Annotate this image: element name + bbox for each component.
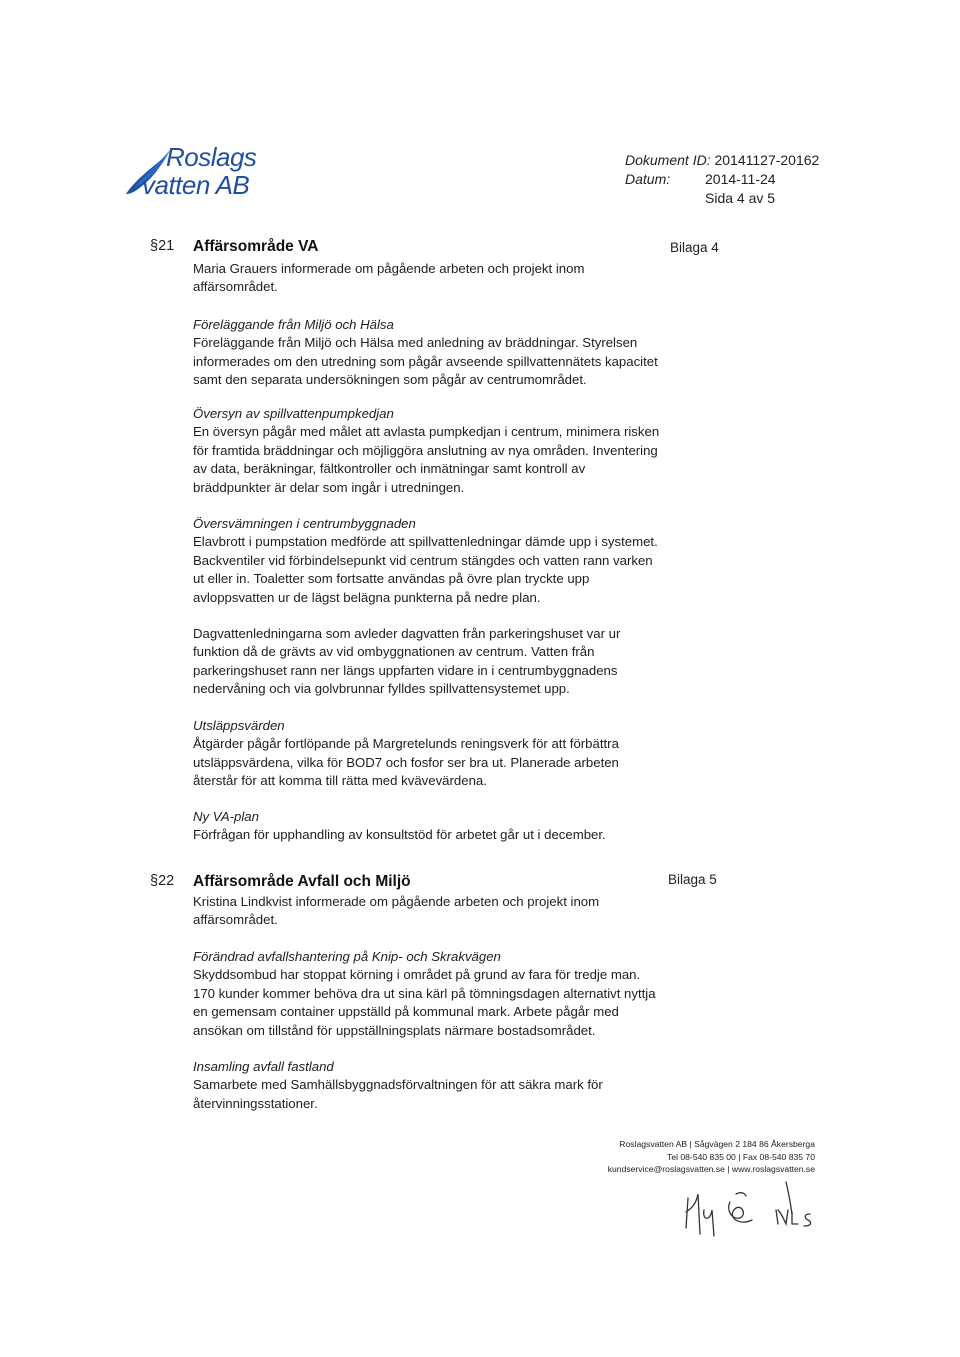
s21-item-oversvamning [193, 515, 663, 607]
section-21-intro: Maria Grauers informerade om pågående arbeten och projekt inom affärsområdet. [193, 261, 585, 295]
paragraph: Förfrågan för upphandling av konsultstöd för arbetet går ut i december. [193, 827, 606, 843]
handwritten-initials-signature [680, 1180, 830, 1250]
paragraph: Skyddsombud har stoppat körning i området på grund av fara för tredje man. 170 kunder kommer behöva dra ut sina kärl på tömningsdagen alternativt nyttja en gemensam container uppställd på kommunal mark. Arbete pågår med ansökan om tillstånd för uppställningsplats närmare bostadsområdet. [193, 967, 656, 1038]
paragraph: Elavbrott i pumpstation medförde att spillvattenledningar dämde upp i systemet. Backventiler vid förbindelsepunkt vid centrum stängdes och vatten rann varken ut eller in. Toaletter som fortsatte användas på övre plan tryckte upp avloppsvatten ur de lägst belägna punkterna på nedre plan. [193, 534, 658, 605]
section-21-number: §21 [150, 238, 175, 254]
subsection-heading: Ny VA-plan [193, 809, 259, 824]
date-row [625, 170, 776, 189]
paragraph: Samarbete med Samhällsbyggnadsförvaltningen för att säkra mark för återvinningsstationer. [193, 1077, 603, 1111]
s21-item-utslapp [193, 717, 663, 791]
section-22-title: Affärsområde Avfall och Miljö [193, 873, 411, 890]
s21-item-oversyn [193, 405, 663, 497]
paragraph: En översyn pågår med målet att avlasta pumpkedjan i centrum, minimera risken för framtida bräddningar och möjliggöra anslutning av nya områden. Inventering av data, beräkningar, fältkontroller och inmätningar samt kontroll av bräddpunkter är delar som ingår i utredningen. [193, 424, 660, 495]
roslagsvatten-logo [120, 142, 290, 212]
subsection-heading: Insamling avfall fastland [193, 1059, 334, 1074]
s22-item-avfallshantering [193, 948, 663, 1040]
subsection-heading: Översvämningen i centrumbyggnaden [193, 516, 416, 531]
subsection-heading: Förändrad avfallshantering på Knip- och Skrakvägen [193, 949, 501, 964]
logo-line-1: Roslags [166, 142, 257, 172]
page-number: Sida 4 av 5 [705, 190, 776, 206]
section-22-number: §22 [150, 873, 175, 889]
subsection-heading: Föreläggande från Miljö och Hälsa [193, 317, 394, 332]
s21-item-oversvamning-p2 [193, 625, 663, 699]
paragraph: Åtgärder pågår fortlöpande på Margretelunds reningsverk för att förbättra utsläppsvärdena, vilka för BOD7 och fosfor ser bra ut. Planerade arbeten återstår för att komma till rätta med kvävevärdena. [193, 736, 619, 789]
subsection-heading: Översyn av spillvattenpumpkedjan [193, 406, 394, 421]
s22-item-insamling [193, 1058, 663, 1113]
section-21-title: Affärsområde VA [193, 238, 319, 255]
section-22-intro: Kristina Lindkvist informerade om pågående arbeten och projekt inom affärsområdet. [193, 894, 600, 928]
s21-item-va-plan [193, 808, 663, 845]
document-id-row [625, 151, 819, 170]
s21-item-forelaggande [193, 316, 663, 390]
paragraph: Föreläggande från Miljö och Hälsa med anledning av bräddningar. Styrelsen informerades om den utredning som pågår avseende spillvattennätets kapacitet samt den separata undersökningen som pågår av centrumområdet. [193, 335, 658, 388]
document-id-label: Dokument ID: [625, 152, 711, 168]
footer-contact: kundservice@roslagsvatten.se | www.roslagsvatten.se [607, 1164, 815, 1174]
logo-line-2: vatten AB [142, 170, 250, 200]
company-footer [560, 1138, 815, 1176]
document-date: 2014-11-24 [705, 171, 776, 187]
section-21-bilaga: Bilaga 4 [670, 240, 719, 255]
footer-address: Roslagsvatten AB | Sågvägen 2 184 86 Åkersberga [619, 1139, 815, 1149]
paragraph: Dagvattenledningarna som avleder dagvatten från parkeringshuset var ur funktion då de grävts av vid ombyggnationen av centrum. Vatten från parkeringshuset rann ner längs uppfarten vidare in i centrumbyggnadens nedervåning och via golvbrunnar fylldes spillvattensystemet upp. [193, 626, 621, 697]
date-label: Datum: [625, 171, 671, 187]
footer-phone: Tel 08-540 835 00 | Fax 08-540 835 70 [667, 1151, 815, 1162]
subsection-heading: Utsläppsvärden [193, 718, 285, 733]
document-id: 20141127-20162 [714, 152, 820, 168]
section-22-bilaga: Bilaga 5 [668, 872, 717, 887]
